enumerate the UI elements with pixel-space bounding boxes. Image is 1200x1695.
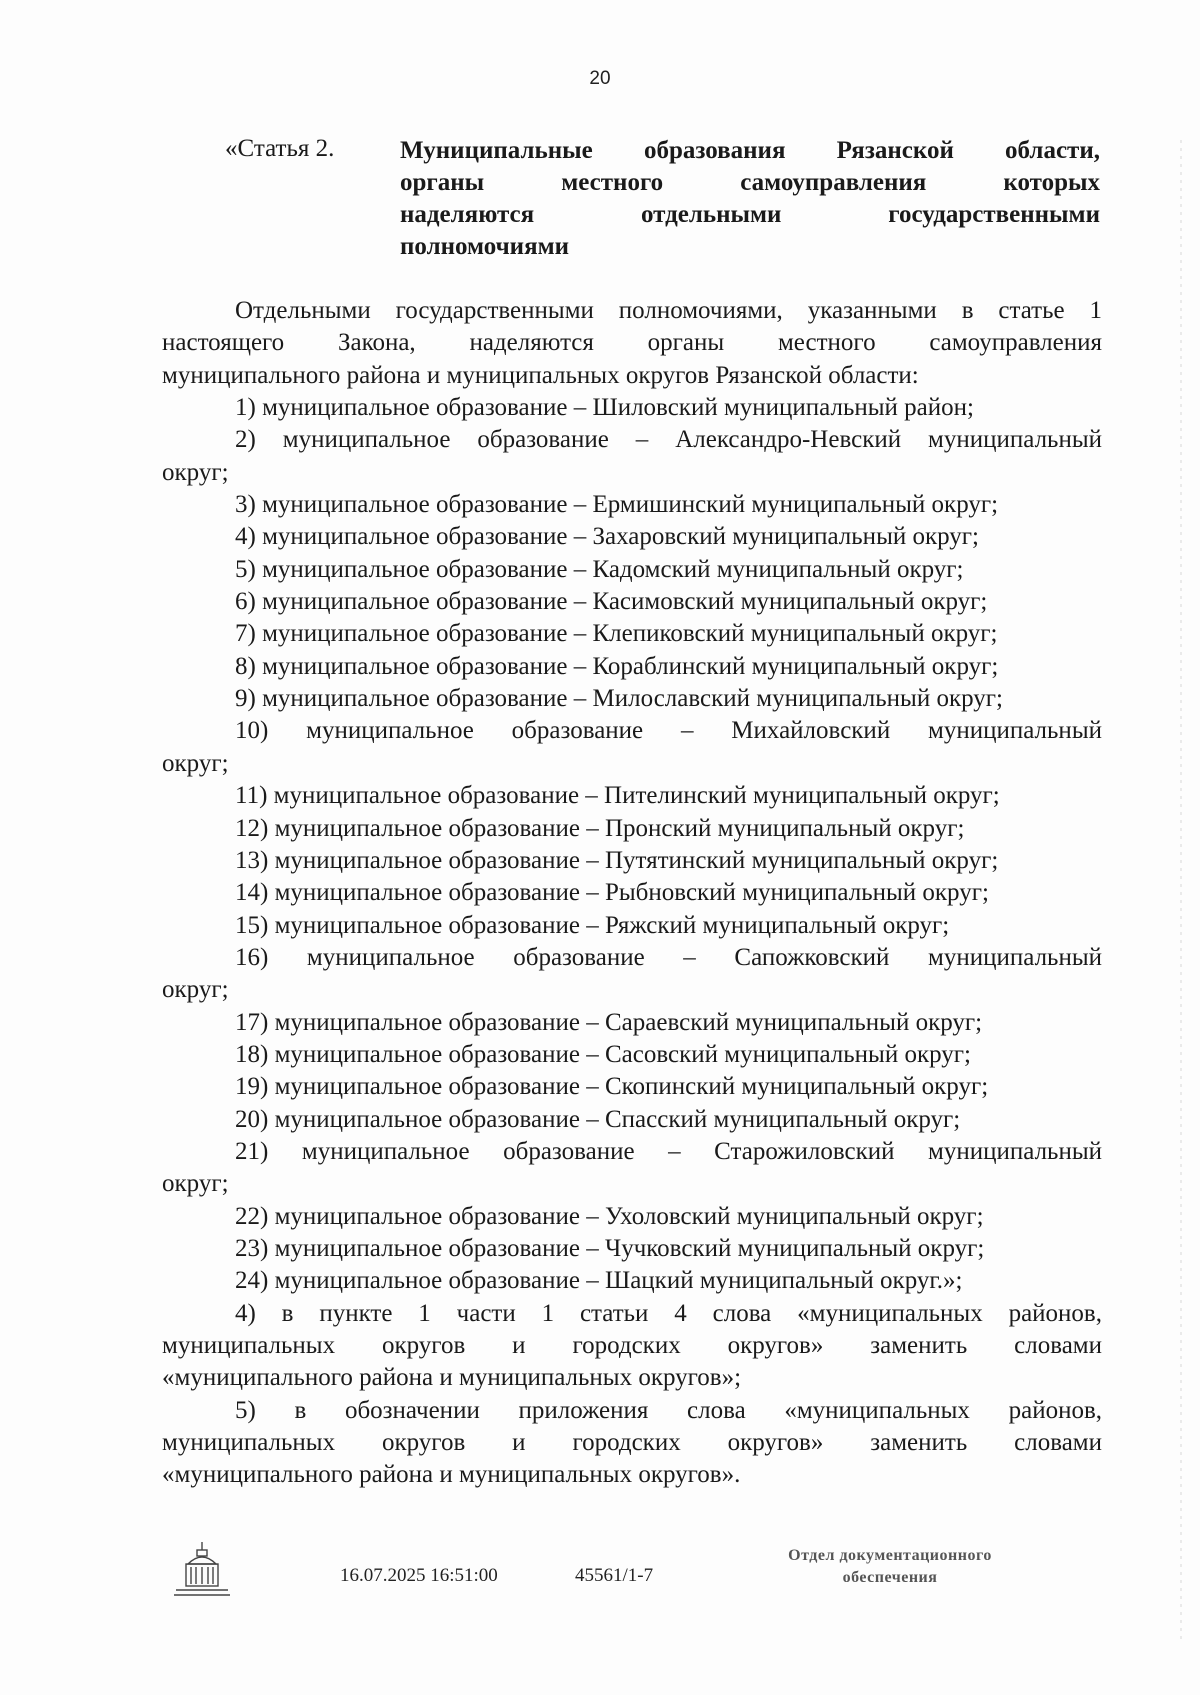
duma-building-logo-icon [170, 1540, 234, 1600]
body-line: 8) муниципальное образование – Кораблинский муниципальный округ; [235, 652, 999, 680]
body-line: 3) муниципальное образование – Ермишинский муниципальный округ; [235, 491, 999, 519]
scan-edge-mark [1180, 140, 1182, 1640]
body-line: 19) муниципальное образование – Скопинский муниципальный округ; [235, 1073, 989, 1101]
body-line: 9) муниципальное образование – Милославский муниципальный округ; [235, 685, 1003, 713]
body-line: округ; [162, 458, 229, 486]
body-line: 2) муниципальное образование – Александро-Невский муниципальный [235, 426, 1102, 454]
body-line: 12) муниципальное образование – Пронский муниципальный округ; [235, 814, 965, 842]
body-line: 21) муниципальное образование – Старожиловский муниципальный [235, 1137, 1102, 1165]
body-line: 4) в пункте 1 части 1 статьи 4 слова «муниципальных районов, [235, 1299, 1102, 1327]
body-line: Отдельными государственными полномочиями, указанными в статье 1 [235, 297, 1102, 324]
body-line: 5) в обозначении приложения слова «муниципальных районов, [235, 1396, 1102, 1424]
body-line: 11) муниципальное образование – Пителинский муниципальный округ; [235, 782, 1000, 810]
body-line: округ; [162, 1170, 229, 1198]
article-title-line: наделяются отдельными государственными [400, 201, 1100, 228]
body-line: 16) муниципальное образование – Сапожковский муниципальный [235, 943, 1102, 971]
article-number: «Статья 2. [225, 135, 335, 162]
body-line: 10) муниципальное образование – Михайловский муниципальный [235, 717, 1102, 745]
body-line: муниципальных округов и городских округов» заменить словами [162, 1332, 1102, 1359]
body-line: 22) муниципальное образование – Ухоловский муниципальный округ; [235, 1202, 984, 1230]
page-number: 20 [589, 68, 611, 89]
article-title-line: органы местного самоуправления которых [400, 169, 1100, 196]
body-line: округ; [162, 976, 229, 1004]
body-line: 24) муниципальное образование – Шацкий муниципальный округ.»; [235, 1267, 963, 1295]
body-line: 13) муниципальное образование – Путятинский муниципальный округ; [235, 846, 999, 874]
body-line: 15) муниципальное образование – Ряжский муниципальный округ; [235, 911, 950, 939]
print-timestamp: 16.07.2025 16:51:00 [340, 1565, 498, 1586]
body-line: 23) муниципальное образование – Чучковский муниципальный округ; [235, 1234, 985, 1262]
article-title [400, 135, 1100, 263]
body-line: настоящего Закона, наделяются органы местного самоуправления [162, 329, 1102, 357]
article-body [162, 295, 1102, 1492]
department-stamp-line: обеспечения [842, 1569, 938, 1586]
body-line: «муниципального района и муниципальных округов». [162, 1461, 741, 1489]
body-line: 5) муниципальное образование – Кадомский муниципальный округ; [235, 555, 964, 583]
body-line: 18) муниципальное образование – Сасовский муниципальный округ; [235, 1040, 971, 1068]
department-stamp [740, 1545, 1040, 1589]
body-line: муниципального района и муниципальных округов Рязанской области: [162, 361, 919, 389]
body-line: 6) муниципальное образование – Касимовский муниципальный округ; [235, 588, 988, 616]
body-line: 1) муниципальное образование – Шиловский муниципальный район; [235, 394, 974, 422]
body-line: 7) муниципальное образование – Клепиковский муниципальный округ; [235, 620, 998, 648]
department-stamp-line: Отдел документационного [788, 1547, 992, 1564]
body-line: 20) муниципальное образование – Спасский муниципальный округ; [235, 1105, 961, 1133]
body-line: 17) муниципальное образование – Сараевский муниципальный округ; [235, 1008, 983, 1036]
body-line: округ; [162, 749, 229, 777]
body-line: муниципальных округов и городских округов» заменить словами [162, 1429, 1102, 1457]
body-line: 4) муниципальное образование – Захаровский муниципальный округ; [235, 523, 980, 551]
body-line: 14) муниципальное образование – Рыбновский муниципальный округ; [235, 879, 989, 907]
article-title-line: Муниципальные образования Рязанской области, [400, 137, 1100, 164]
body-line: «муниципального района и муниципальных округов»; [162, 1364, 742, 1392]
article-title-line: полномочиями [400, 233, 570, 260]
document-code: 45561/1-7 [575, 1565, 654, 1586]
